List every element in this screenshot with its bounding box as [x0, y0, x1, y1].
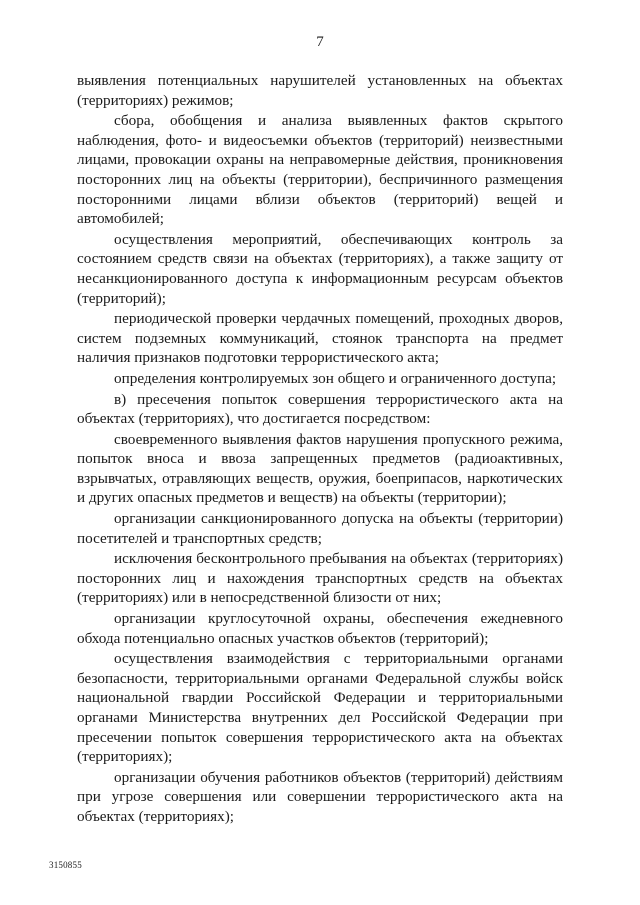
paragraph: организации круглосуточной охраны, обеспечения ежедневного обхода потенциально опасных участков объектов (территорий); — [77, 610, 563, 647]
paragraph-continuation: выявления потенциальных нарушителей установленных на объектах (территориях) режимов; — [77, 72, 563, 109]
paragraph: своевременного выявления фактов нарушения пропускного режима, попыток вноса и ввоза запрещенных предметов (радиоактивных, взрывчатых, отравляющих веществ, оружия, боеприпасов, наркотических и других опасных предметов и веществ) на объекты (территории); — [77, 430, 563, 507]
document-code: 3150855 — [49, 860, 82, 870]
paragraph: организации санкционированного допуска на объекты (территории) посетителей и транспортных средств; — [77, 510, 563, 547]
document-body — [77, 71, 563, 827]
paragraph: организации обучения работников объектов (территорий) действиям при угрозе совершения или совершении террористического акта на объектах (территориях); — [77, 768, 563, 825]
paragraph: осуществления мероприятий, обеспечивающих контроль за состоянием средств связи на объектах (территориях), а также защиту от несанкционированного доступа к информационным ресурсам объектов (территорий); — [77, 230, 563, 307]
paragraph: периодической проверки чердачных помещений, проходных дворов, систем подземных коммуникаций, стоянок транспорта на предмет наличия признаков подготовки террористического акта; — [77, 310, 563, 367]
paragraph: осуществления взаимодействия с территориальными органами безопасности, территориальными органами Федеральной службы войск национальной гвардии Российской Федерации и территориальными органами Министерства внутренних дел Российской Федерации при пресечении попыток совершения террористического акта на объектах (территориях); — [77, 650, 563, 766]
paragraph: сбора, обобщения и анализа выявленных фактов скрытого наблюдения, фото- и видеосъемки объектов (территорий) неизвестными лицами, провокации охраны на неправомерные действия, проникновения посторонних лиц на объекты (территории), беспричинного размещения посторонними лицами вблизи объектов (территорий) вещей и автомобилей; — [77, 112, 563, 228]
page-number: 7 — [316, 34, 324, 50]
paragraph: определения контролируемых зон общего и ограниченного доступа; — [114, 369, 557, 387]
paragraph: в) пресечения попыток совершения террористического акта на объектах (территориях), что достигается посредством: — [77, 390, 563, 428]
paragraph: исключения бесконтрольного пребывания на объектах (территориях) посторонних лиц и нахождения транспортных средств на объектах (территориях) или в непосредственной близости от них; — [77, 550, 563, 607]
